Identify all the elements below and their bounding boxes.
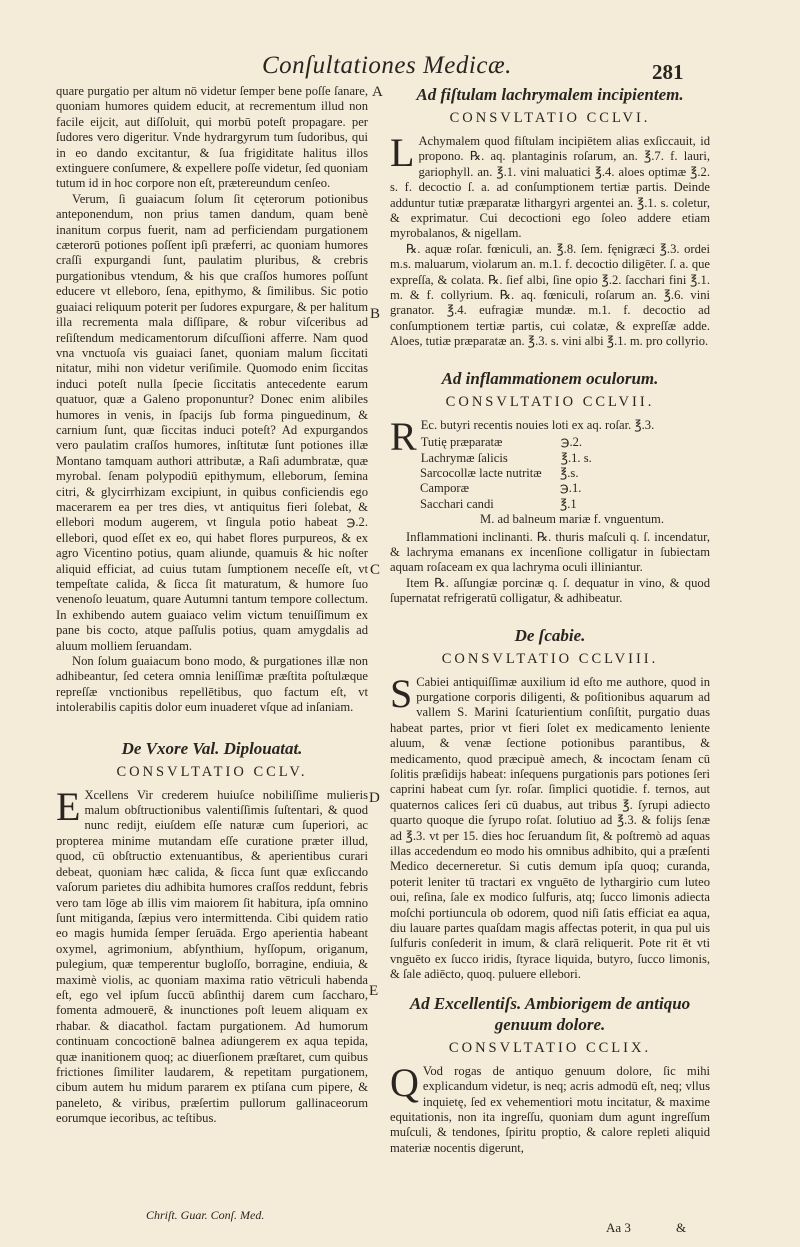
recipe-end: M. ad balneum mariæ f. vnguentum. xyxy=(480,512,664,527)
recipe-row xyxy=(420,466,710,481)
drop-cap: S xyxy=(390,670,413,716)
running-title: Conſultationes Medicæ. xyxy=(262,52,512,79)
drop-cap: L xyxy=(390,130,415,175)
section-title: De ſcabie. xyxy=(514,625,586,645)
drop-cap: E xyxy=(56,783,81,829)
consultation-label: CONSVLTATIO CCLVIII. xyxy=(441,650,659,667)
recipe-row xyxy=(421,451,710,466)
catchword: & xyxy=(676,1220,687,1235)
margin-letter-d: D xyxy=(369,790,380,806)
consultation-label: CONSVLTATIO CCLVII. xyxy=(445,393,655,410)
amount: ℥.s. xyxy=(560,465,579,480)
signature-mark: Aa 3 xyxy=(606,1220,631,1235)
amount: ℈.2. xyxy=(560,435,583,450)
recipe-row xyxy=(420,481,710,496)
amount: ℈.1. xyxy=(560,481,582,496)
recipe-row xyxy=(421,435,710,450)
ingredient: Sarcocollæ lacte nutritæ xyxy=(420,465,542,480)
page-number: 281 xyxy=(652,60,684,84)
section-text: Vod rogas de antiquo genuum dolore, ſic mihi explicandum videtur, is neq; acris admodū eſt, neq; vllus inquietę, ſed ex vehementiori motu incitatur, & maxime equitationis, non ita ingreſſu, quoniam dum agunt ingreſſum muſculi, & tendones, ſpiritu proptio, & calore repleti aliquid materiæ nocentis digerunt, xyxy=(390,1063,710,1155)
drop-cap: Q xyxy=(390,1059,419,1105)
paragraph: ℞. aquæ roſar. fœniculi, an. ℥.8. ſem. fęnigræci ℥.3. ordei m.s. maluarum, violarum an. m.1. f. decoctio diligēter. ſ. a. que expreſſa, & colata. ℞. ſief albi, ſine opio ℥.2. ſacchari fini ℥.1. m. & f. collyrium. ℞. aq. fœniculi, roſarum an. ℥.6. vini granator. ℥.4. eufragiæ mundæ. m.1. f. decoctio ad conſumptionem tertiæ partis, cui colatæ, & expreſſæ adde. Aloes, tutiæ præparatæ an. ℥.3. s. vini albi ℥.1. m. pro collyrio. xyxy=(390,241,710,349)
ingredient: Sacchari candi xyxy=(420,496,494,511)
section-text: Achymalem quod fiſtulam incipiētem alias exſiccauit, id propono. ℞. aq. plantaginis roſarum, an. ℥.7. f. lauri, gariophyll. an. ℥.1. vini maluatici ℥.4. aloes optimæ ℥.2. s. f. decoctio ſ. a. ad conſumptionem tertiæ partis. Deinde adduntur tutiæ præparatæ lithargyri argentei an. ℥.1. s. coletur, & exprimatur. Cui decoctioni ego ſoleo addere etiam myrobalanos, & nigellam. xyxy=(390,134,710,241)
footer-note: Chriſt. Guar. Conſ. Med. xyxy=(146,1208,265,1222)
amount: ℥.1. s. xyxy=(560,450,592,465)
recipe-intro: Ec. butyri recentis nouies loti ex aq. roſar. ℥.3. xyxy=(420,417,655,432)
right-column xyxy=(390,84,710,1156)
ingredient: Camporæ xyxy=(420,481,469,496)
section-text: Cabiei antiquiſſimæ auxilium id eſto me authore, quod in purgatione corporis diligenti, & poſitionibus aquarum ad vallem S. Marini ſcaturientium conſiſtit, purgatio duas habeat partes, prior vt fieri ſolet ex medicamento leniente aluum, & venæ ſectione potionibus parantibus, & medicamento, quod præcipuè amech, & incoctam ſenam cū ſolitis præſidijs habeat: inſequens purgationis pars potiones ſeri caprini habeat cum ſyr. roſar. ſimplici quotidie. f. ternos, aut quaternos calices ſeri cū duabus, aut tribus ℥. ſyrupi adiecto quarto quoque die ſyrupo roſat. ſolutiuo ad ℥.3. & folijs ſenæ ad ℥.3. vt per 15. dies hoc ſeruandum ſit, & poſtremò ad aquas illas accedendum eo modo his omnibus adhibito, qui a præſenti Medico decerneretur. Si cutis demum ipſa quoq; curanda, poterit leniter tū tractari ex vnguēto de lythargirio cum luteo oui, reſina, ſale ex modico ſulfuris, atq; ſucco limonis adiecta moſchi portiuncula ob odorem, quod niſi ſatis efficiat ea aqua, diu lauare partes quaſdam magis affectas poterit, in qua pul uis ſulfuris conſederit in imum, & clarā reliquerit. Pote rit ēt vti vnguēto ex ſucco iridis, ſtyrace liquida, butyro, ſucco limonis, & ſale adiēcto, quoq. puluere ellebori. xyxy=(390,674,710,982)
section-text: Xcellens Vir crederem huiuſce nobiliſſime mulieris malum obſtructionibus valentiſſimis ſuſtentari, & quod nunc redijt, eiuſdem eſſe naturæ cum ſuperiori, ac propterea minime mutandam eſſe curatione præter illud, quod, cū obſtructio extenuantibus, & aperientibus curari debeat, quoniam hæc calida, & ſicca ſunt quæ exſiccando vaſorum parietes diu adhibita humores craſſos reddunt, febris vero tam lōge ab illis vim maiorem ſit habitura, ipſa omnino ſunt mitiganda, ſæpius vero intermittenda. Cibi quidem ratio eo magis humida ſemper ſeruāda. Ergo aperientia habeant oxymel, agrimonium, abſynthium, hyſſopum, origanum, pulegium, quæ temperentur bugloſſo, borragine, endiuia, & maximè violis, ac quoniam maxima ratio vētriculi habenda eſt, ego vel ipſum ſuccū abſinthij darem cum ſaccharo, fomenta admouerē, & inunctiones poſt leuem aliquam ex rhabar. & diacathol. factam purgationem. Ad humorum continuam concoctionē balnea adiungerem ex aqua tepida, quæ inanitionem quoq; ac diuerſionem præſtaret, cum quibus frictiones ſimiliter laudarem, & repetitam purgationem, cibum autem hu midum pararem ex ptiſana cum pipere, & paneleto, & viribus, præſertim pullorum gallinaceorum eorumque iecoribus, ac teſtibus. xyxy=(56,787,368,1126)
section-title: Ad fiſtulam lachrymalem incipientem. xyxy=(416,85,684,104)
recipe-list xyxy=(420,435,710,527)
consultation-label: CONSVLTATIO CCLVI. xyxy=(449,110,651,126)
consultation-label: CONSVLTATIO CCLV. xyxy=(116,763,308,780)
ingredient: Tutię præparatæ xyxy=(420,435,503,450)
drop-cap: R xyxy=(390,413,417,459)
recipe-row xyxy=(420,497,710,512)
paragraph: Non ſolum guaiacum bono modo, & purgationes illæ non adhibeantur, ſed cetera omnia leniſſimæ præſtita poſtulæque repreſſæ vnctionibus repellētibus, quo factum eſt, vt intolerabilis capitis dolor eum inuaderet vſque ad inſaniam. xyxy=(56,654,368,715)
section-title: De Vxore Val. Diplouatat. xyxy=(121,738,303,758)
section-title: Ad Excellentiſs. Ambiorigem de antiquo genuum dolore. xyxy=(409,993,691,1034)
amount: ℥.1 xyxy=(560,496,577,511)
paragraph: Verum, ſi guaiacum ſolum ſit cęterorum potionibus anteponendum, non prius tamen dandum, quam benè inanitum corpus fuerit, nam ad perficiendam purgationem cæterorū potiones poſſent ipſi præferri, ac quoniam humores craſſi expurgandi ſunt, paulatim pluribus, & crebris purgationibus vtendum, & his que craſſos humores poſſunt educere vt elleboro, ſena, epithymo, & ſimilibus. Sic potio guaiaci reliquum poterit per ſudores expurgare, & per halitum illa recrementa mala diſſipare, & robur viſceribus ad reſiſtendum medicamentorum diſcuſſioni afferre. Nam quod vna vnctuoſa vis guaiaci ſanet, quoniam malum ſiccitati nitatur, mihi non videtur veriſimile. Quomodo enim ſiccitas induci poteſt nulla ſpecie ſiccitatis antecedente earum quatuor, quæ a Galeno proponuntur? Donec enim alibiles humores in venis, in ſpacijs ſub forma pinguedinum, & carnium ſunt, quæ ſiccitas induci poteſt? Ad expurgandos vero paulatim craſſos humores, inſtitutæ ſunt potiones illæ Montano tamquam authori attributæ, a Raſi adumbratæ, quæ myrobal. ſenam polypodiū epithymum, elleborum, ſemina citri, & glycirrhizam excipiunt, in quibus conficiendis ego macerarem ea per tres dies, vt antiquitus fieri ſolebat, & ellebori modum augerem, vt ſingula potio habeat ℈.2. ellebori, quod eſſet ex eo, qui habet flores purpureos, & ex agro Vicentino potius, quam aliunde, quamuis & hic noſter aliquid efficiat, ad cuius tutam ſumptionem neceſſe eſt, vt tempeſtate calida, & ſicca ſit maturatum, & humore ſuo venenoſo leuatum, quare Autumni tantum tempore collectum. In exhibendo autem guaiaco velim victum tenuiſſimum ex pane bis cocto, atque paſſulis potius, quam amygdalis ad aluum molliem ſeruandam. xyxy=(56,191,368,653)
left-column xyxy=(56,84,368,1127)
consultation-label: CONSVLTATIO CCLIX. xyxy=(448,1039,652,1056)
paragraph: Item ℞. aſſungiæ porcinæ q. ſ. dequatur in vino, & quod ſupernatat refrigeratū colligatur, & adhibeatur. xyxy=(390,575,710,606)
paragraph: quare purgatio per altum nō videtur ſemper bene poſſe ſanare, quoniam humores quidem educit, at recrementum illud non facile eijcit, aut diſſoluit, qui morbū poteſt propagare. per ſudores vero digeritur. Vnde hydrargyrum tum ſudoribus, qui in eo dando excitantur, & ſua frigiditate halitus illos extinguere conſumere, & expellere poſſe videtur, ſed quoniam tutum id in hoc corpore non eſt, prætereundum cenſeo. xyxy=(56,84,368,191)
margin-letter-e: E xyxy=(369,983,379,999)
paragraph: Inflammationi inclinanti. ℞. thuris maſculi q. ſ. incendatur, & lachryma emanans ex incenſione colligatur in ſubiectam aquam roſaceam ex qua lachryma oculi illiniantur. xyxy=(390,529,710,575)
margin-letter-b: B xyxy=(370,306,381,322)
section-title: Ad inflammationem oculorum. xyxy=(441,368,659,388)
margin-letter-a: A xyxy=(372,84,383,100)
ingredient: Lachrymæ ſalicis xyxy=(420,450,508,465)
margin-letter-c: C xyxy=(370,562,381,578)
